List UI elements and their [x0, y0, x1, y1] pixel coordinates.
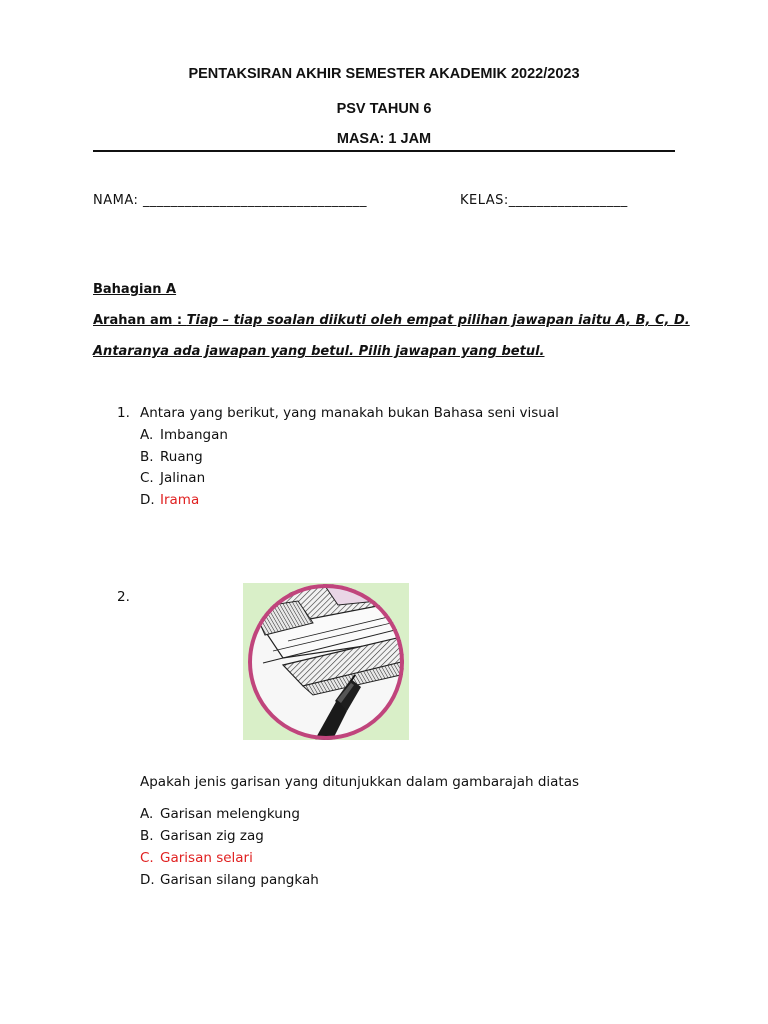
duration-title: MASA: 1 JAM [336, 131, 432, 147]
question-1-text: Antara yang berikut, yang manakah bukan Bahasa seni visual [140, 405, 559, 421]
question-2-answer: Garisan selari [160, 850, 253, 866]
instruction-line-2 [93, 344, 544, 359]
question-2-text: Apakah jenis garisan yang ditunjukkan dalam gambarajah diatas [140, 774, 580, 790]
question-1-answer: Irama [160, 492, 200, 508]
instruction-line-1 [93, 313, 690, 328]
subject-title: PSV TAHUN 6 [336, 101, 432, 117]
question-2-number: 2. [117, 589, 130, 605]
question-1-option-c[interactable]: C. Jalinan [140, 470, 206, 486]
question-2-option-a[interactable]: A. Garisan melengkung [140, 806, 300, 822]
instruction-colon: : [172, 313, 187, 328]
question-1-option-a[interactable]: A. Imbangan [140, 427, 228, 443]
header-rule [93, 150, 675, 152]
question-2-option-b[interactable]: B. Garisan zig zag [140, 828, 264, 844]
question-1-option-d[interactable]: D. Irama [140, 492, 200, 508]
instruction-text-2: Antaranya ada jawapan yang betul. Pilih jawapan yang betul. [93, 344, 545, 359]
question-1-option-b[interactable]: B. Ruang [140, 449, 203, 465]
name-field[interactable]: NAMA: ________________________________ [93, 193, 368, 208]
exam-title: PENTAKSIRAN AKHIR SEMESTER AKADEMIK 2022/2023 [188, 66, 580, 82]
question-2-option-c[interactable]: C. Garisan selari [140, 850, 253, 866]
parallel-lines-drawing-image [243, 583, 409, 740]
section-title: Bahagian A [93, 282, 177, 297]
question-2-option-d[interactable]: D. Garisan silang pangkah [140, 872, 319, 888]
instruction-text-1: Tiap – tiap soalan diikuti oleh empat pilihan jawapan iaitu A, B, C, D. [186, 313, 690, 328]
class-field[interactable]: KELAS:_________________ [460, 193, 628, 208]
question-1-number: 1. [117, 405, 130, 421]
instruction-label: Arahan am [93, 313, 173, 328]
